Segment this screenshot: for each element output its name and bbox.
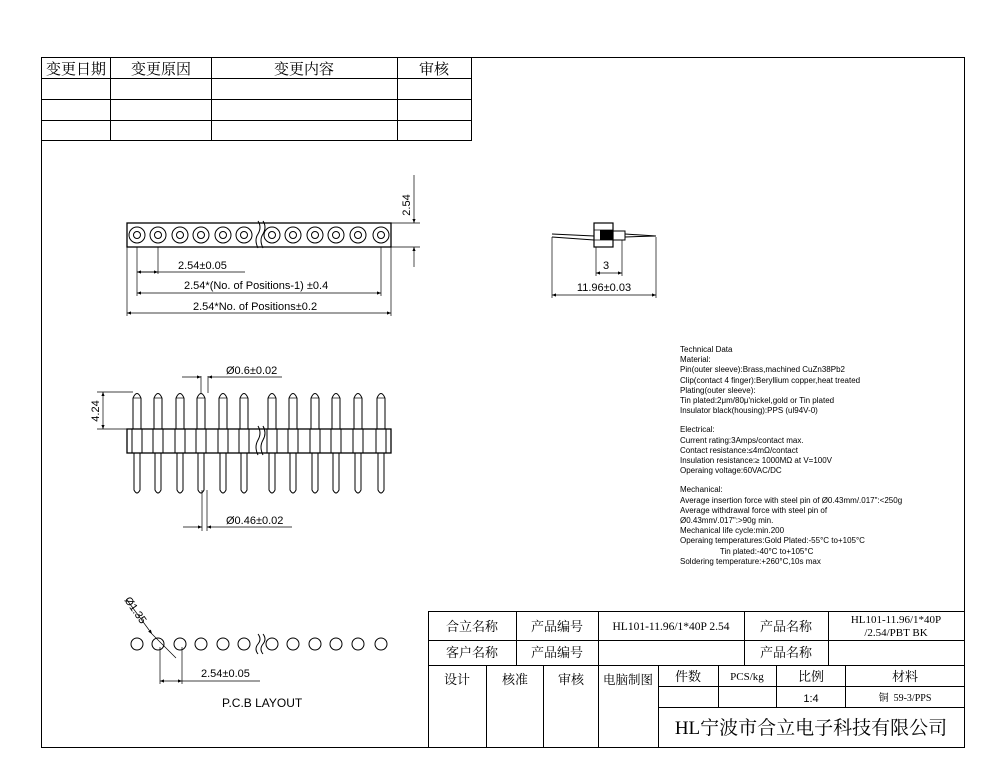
top-view-contacts bbox=[129, 227, 389, 243]
tech-line: Operaing voltage:60VAC/DC bbox=[680, 466, 782, 476]
tech-line: Soldering temperature:+260°C,10s max bbox=[680, 556, 821, 566]
pin-tail bbox=[333, 453, 339, 493]
label-approve: 核准 bbox=[501, 672, 529, 687]
tech-line: Mechanical life cycle:min.200 bbox=[680, 526, 785, 536]
pin-top bbox=[289, 394, 297, 430]
tech-line: Technical Data bbox=[680, 345, 733, 354]
front-view-pins bbox=[132, 394, 386, 494]
pin-top bbox=[176, 394, 184, 430]
pin-top bbox=[377, 394, 385, 430]
technical-general bbox=[680, 345, 980, 416]
tech-line: Ø0.43mm/.017":>90g min. bbox=[680, 516, 774, 526]
pcb-pitch-label: 2.54±0.05 bbox=[201, 668, 250, 680]
contact-outer bbox=[307, 227, 323, 243]
pin-body bbox=[218, 429, 228, 453]
label-material: 材料 bbox=[891, 669, 919, 684]
contact-inner bbox=[290, 232, 297, 239]
pin-tail bbox=[241, 453, 247, 493]
contact-outer bbox=[193, 227, 209, 243]
label-scale: 比例 bbox=[797, 669, 825, 684]
pin-body bbox=[288, 429, 298, 453]
pcb-hole bbox=[330, 638, 342, 650]
pcb-hole bbox=[174, 638, 186, 650]
tech-line: Average insertion force with steel pin of Ø0.43mm/.017":<250g bbox=[680, 495, 903, 505]
label-qty: 件数 bbox=[674, 669, 702, 684]
pin-body bbox=[267, 429, 277, 453]
label-product-name: 产品名称 bbox=[759, 619, 813, 634]
change-date-header: 变更日期 bbox=[45, 62, 107, 78]
pcb-layout-title: P.C.B LAYOUT bbox=[222, 696, 303, 710]
pin-top bbox=[133, 394, 141, 430]
contact-outer bbox=[150, 227, 166, 243]
pin-tail bbox=[177, 453, 183, 493]
front-pin-label: Ø0.46±0.02 bbox=[226, 515, 284, 527]
change-content-header: 变更内容 bbox=[273, 62, 335, 78]
pin-tail bbox=[198, 453, 204, 493]
pcb-hole bbox=[217, 638, 229, 650]
label-product-no: 产品编号 bbox=[530, 619, 584, 634]
pcb-hole bbox=[238, 638, 250, 650]
pcb-hole bbox=[375, 638, 387, 650]
top-pitch-vertical-label: 2.54 bbox=[401, 194, 413, 216]
pcb-hole bbox=[266, 638, 278, 650]
front-view bbox=[97, 376, 391, 531]
tech-line: Pin(outer sleeve):Brass,machined CuZn38Pb2 bbox=[680, 365, 845, 375]
technical-data bbox=[680, 345, 980, 567]
scale-value: 1:4 bbox=[803, 693, 819, 705]
pin-body bbox=[153, 429, 163, 453]
tech-line: Tin plated:2μm/80μ'nickel,gold or Tin plated bbox=[680, 396, 835, 406]
tech-line: Mechanical: bbox=[680, 485, 723, 495]
tech-line: Insulation resistance:≥ 1000MΩ at V=100V bbox=[680, 456, 833, 466]
pin-top bbox=[354, 394, 362, 430]
contact-outer bbox=[236, 227, 252, 243]
tech-line: Current rating:3Amps/contact max. bbox=[680, 435, 804, 445]
contact-inner bbox=[378, 232, 385, 239]
pcb-hole bbox=[195, 638, 207, 650]
front-height-label: 4.24 bbox=[90, 400, 102, 422]
side-length-label: 11.96±0.03 bbox=[576, 282, 632, 294]
contact-inner bbox=[177, 232, 184, 239]
tech-line: Material: bbox=[680, 355, 711, 365]
change-reason-header: 变更原因 bbox=[130, 62, 192, 78]
contact-inner bbox=[355, 232, 362, 239]
pin-top bbox=[332, 394, 340, 430]
top-span-label: 2.54*(No. of Positions-1) ±0.4 bbox=[184, 280, 329, 292]
contact-outer bbox=[328, 227, 344, 243]
contact-outer bbox=[285, 227, 301, 243]
pin-body bbox=[353, 429, 363, 453]
tech-line: Insulator black(housing):PPS (ul94V-0) bbox=[680, 406, 818, 416]
contact-outer bbox=[264, 227, 280, 243]
pin-tail bbox=[355, 453, 361, 493]
contact-inner bbox=[269, 232, 276, 239]
tech-line: Electrical: bbox=[680, 425, 715, 435]
pcb-hole-label: Ø1.35 bbox=[121, 594, 149, 627]
product-name-line2: /2.54/PBT BK bbox=[864, 627, 928, 639]
tech-line: Tin plated:-40°C to+105°C bbox=[680, 546, 814, 556]
label-customer-name: 客户名称 bbox=[445, 645, 499, 660]
contact-outer bbox=[129, 227, 145, 243]
material-value: 铜 59-3/PPS bbox=[878, 693, 932, 704]
pcb-hole bbox=[352, 638, 364, 650]
label-design: 设计 bbox=[443, 672, 471, 687]
label-cad: 电脑制图 bbox=[602, 673, 654, 687]
contact-inner bbox=[198, 232, 205, 239]
label-review: 审核 bbox=[557, 672, 585, 687]
pin-tail bbox=[220, 453, 226, 493]
contact-inner bbox=[333, 232, 340, 239]
pin-top bbox=[197, 394, 205, 430]
product-name-line1: HL101-11.96/1*40P bbox=[850, 614, 942, 626]
qty-unit: PCS/kg bbox=[730, 671, 764, 683]
contact-outer bbox=[373, 227, 389, 243]
company-name: HL宁波市合立电子科技有限公司 bbox=[674, 718, 948, 739]
change-review-header: 审核 bbox=[418, 62, 450, 78]
contact-inner bbox=[220, 232, 227, 239]
pin-top bbox=[268, 394, 276, 430]
side-sleeve-label: 3 bbox=[602, 260, 610, 272]
contact-inner bbox=[241, 232, 248, 239]
label-product-no-2: 产品编号 bbox=[530, 645, 584, 660]
tech-line: Average withdrawal force with steel pin of bbox=[680, 505, 828, 515]
tech-line: Operaing temperatures:Gold Plated:-55°C to+105°C bbox=[680, 536, 865, 546]
tech-line: Contact resistance:≤4mΩ/contact bbox=[680, 445, 798, 455]
pin-body bbox=[239, 429, 249, 453]
contact-inner bbox=[134, 232, 141, 239]
contact-outer bbox=[350, 227, 366, 243]
tech-line: Plating(outer sleeve): bbox=[680, 385, 756, 395]
pin-body bbox=[196, 429, 206, 453]
contact-inner bbox=[155, 232, 162, 239]
pin-top bbox=[154, 394, 162, 430]
technical-electrical bbox=[680, 425, 980, 476]
product-no-value: HL101-11.96/1*40P 2.54 bbox=[612, 621, 730, 633]
label-company-name: 合立名称 bbox=[445, 619, 499, 634]
top-total-label: 2.54*No. of Positions±0.2 bbox=[193, 301, 318, 313]
pcb-hole bbox=[309, 638, 321, 650]
contact-inner bbox=[312, 232, 319, 239]
pin-top bbox=[219, 394, 227, 430]
tech-line: Clip(contact 4 finger):Beryllium copper,heat treated bbox=[680, 375, 861, 385]
pin-body bbox=[132, 429, 142, 453]
contact-outer bbox=[215, 227, 231, 243]
pin-tail bbox=[312, 453, 318, 493]
technical-mechanical bbox=[680, 485, 980, 567]
pin-top bbox=[311, 394, 319, 430]
pcb-holes bbox=[131, 638, 387, 650]
pcb-hole bbox=[287, 638, 299, 650]
contact-outer bbox=[172, 227, 188, 243]
pin-tail bbox=[290, 453, 296, 493]
pin-body bbox=[331, 429, 341, 453]
pin-tail bbox=[269, 453, 275, 493]
pin-top bbox=[240, 394, 248, 430]
pin-tail bbox=[378, 453, 384, 493]
label-product-name-2: 产品名称 bbox=[759, 645, 813, 660]
pin-tail bbox=[134, 453, 140, 493]
pin-body bbox=[310, 429, 320, 453]
top-pitch-label: 2.54±0.05 bbox=[178, 260, 227, 272]
front-hole-label: Ø0.6±0.02 bbox=[226, 365, 278, 377]
pcb-layout bbox=[127, 600, 387, 684]
top-view bbox=[127, 175, 420, 316]
pin-body bbox=[175, 429, 185, 453]
pin-tail bbox=[155, 453, 161, 493]
pcb-hole bbox=[131, 638, 143, 650]
pin-body bbox=[376, 429, 386, 453]
